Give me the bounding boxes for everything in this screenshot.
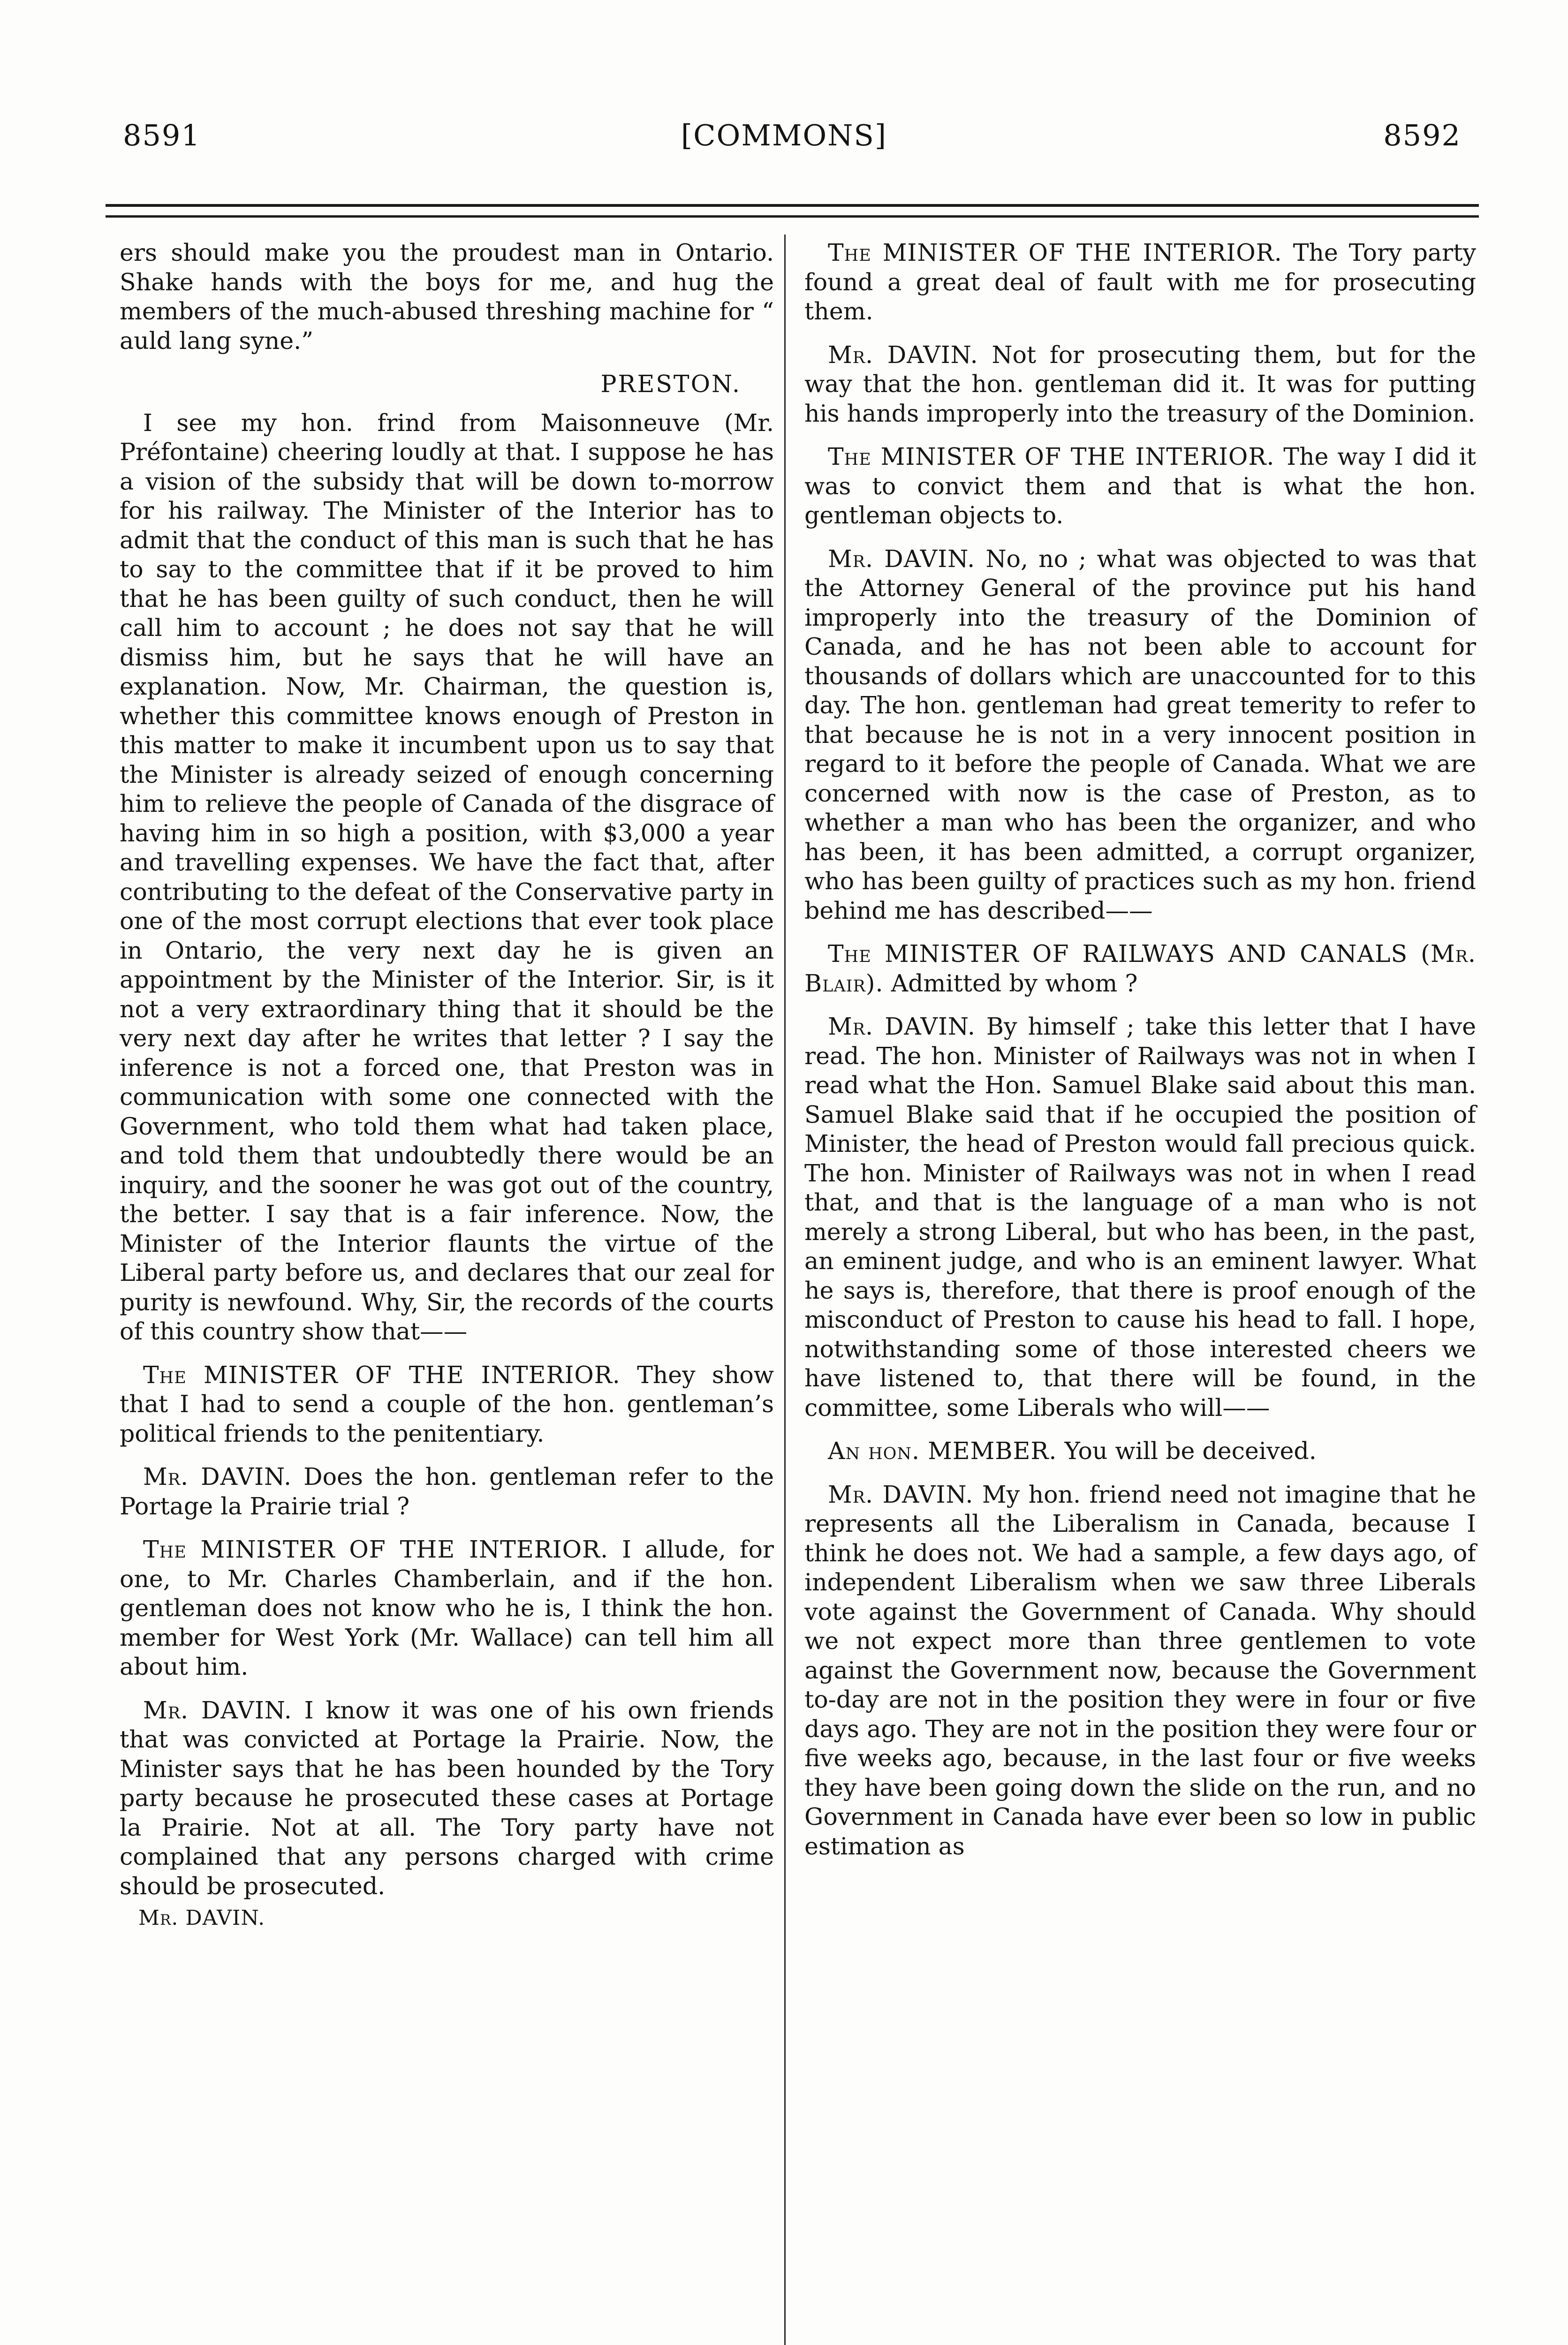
speaker-name: Mr. DAVIN. bbox=[828, 340, 978, 369]
right-page-number: 8592 bbox=[1383, 118, 1461, 152]
speech-minister-interior-3 bbox=[804, 238, 1476, 326]
left-paragraph-preston: I see my hon. frind from Maisonneuve (Mr. Préfontaine) cheering loudly at that. I suppose he has a vision of the subsidy that will be down to-morrow for his railway. The Minister of the Interior has to admit that the conduct of this man is such that he has to say to the committee that if it be proved to him that he has been guilty of such conduct, then he will call him to account ; he does not say that he will dismiss him, but he says that he will have an explanation. Now, Mr. Chairman, the question is, whether this committee knows enough of Preston in this matter to make it incumbent upon us to say that the Minister is already seized of enough concerning him to relieve the people of Canada of the disgrace of having him in so high a position, with $3,000 a year and travelling expenses. We have the fact that, after contributing to the defeat of the Conservative party in one of the most corrupt elections that ever took place in Ontario, the very next day he is given an appointment by the Minister of the Interior. Sir, is it not a very extraordinary thing that it should be the very next day after he writes that letter ? I say the inference is not a forced one, that Preston was in communication with some one connected with the Government, who told them what had taken place, and told them that undoubtedly there would be an inquiry, and the sooner he was got out of the country, the better. I say that is a fair inference. Now, the Minister of the Interior flaunts the virtue of the Liberal party before us, and declares that our zeal for purity is newfound. Why, Sir, the records of the courts of this country show that—— bbox=[120, 408, 774, 1345]
speech-text: No, no ; what was objected to was that the Attorney General of the province put his hand improperly into the treasury of the Dominion of Canada, and he has not been able to account for thousands of dollars which are unaccounted for to this day. The hon. gentleman had great temerity to refer to that because he is not in a very innocent position in regard to it before the people of Canada. What we are concerned with now is the case of Preston, as to whether a man who has been the organizer, and who has been, it has been admitted, a corrupt organizer, who has been guilty of practices such as my hon. friend behind me has described—— bbox=[804, 545, 1476, 924]
speech-minister-interior-1 bbox=[120, 1361, 774, 1449]
speaker-name: Mr. DAVIN. bbox=[828, 545, 976, 573]
speech-text: Does the hon. gentleman refer to the Portage la Prairie trial ? bbox=[120, 1463, 774, 1520]
section-heading: PRESTON. bbox=[600, 370, 741, 398]
column-divider bbox=[784, 234, 786, 2345]
speech-minister-interior-2 bbox=[120, 1535, 774, 1682]
speech-davin-5 bbox=[804, 1012, 1476, 1422]
speech-davin-3 bbox=[804, 340, 1476, 429]
speech-text: I allude, for one, to Mr. Charles Chamberlain, and if the hon. gentleman does not know who he is, I think the hon. member for West York (Mr. Wallace) can tell him all about him. bbox=[120, 1536, 774, 1680]
speaker-name: The MINISTER OF RAILWAYS AND CANALS (Mr. Blair). bbox=[804, 940, 1476, 997]
left-column bbox=[120, 238, 774, 1933]
speech-text: They show that I had to send a couple of the hon. gentleman’s political friends to the penitentiary. bbox=[120, 1361, 774, 1447]
speaker-name: Mr. DAVIN. bbox=[828, 1013, 976, 1040]
speech-text: My hon. friend need not imagine that he represents all the Liberalism in Canada, because I think he does not. We had a sample, a few days ago, of independent Liberalism when we saw three Liberals vote against the Government of Canada. Why should we not expect more than three gentlemen to vote against the Government now, because the Government to-day are not in the position they were in four or five days ago. They are not in the position they were four or five weeks ago, because, in the last four or five weeks they have been going down the slide on the run, and no Government in Canada have ever been so low in public estimation as bbox=[804, 1480, 1476, 1860]
speech-text: Admitted by whom ? bbox=[891, 969, 1138, 997]
speaker-name: The MINISTER OF THE INTERIOR. bbox=[828, 443, 1275, 470]
speaker-name: An hon. MEMBER. bbox=[828, 1437, 1057, 1465]
header-rule-top bbox=[106, 204, 1479, 207]
left-paragraph-continued: ers should make you the proudest man in Ontario. Shake hands with the boys for me, and hug the members of the much-abused threshing machine for “ auld lang syne.” bbox=[120, 239, 774, 355]
speech-text: By himself ; take this letter that I have read. The hon. Minister of Railways was not in when I read what the Hon. Samuel Blake said about this man. Samuel Blake said that if he occupied the position of Minister, the head of Preston would fall precious quick. The hon. Minister of Railways was not in when I read that, and that is the language of a man who is not merely a strong Liberal, but who has been, in the past, an eminent judge, and who is an eminent lawyer. What he says is, therefore, that there is proof enough of the misconduct of Preston to cause his head to fall. I hope, notwithstanding some of those interested cheers we have listened to, that there will be found, in the committee, some Liberals who will—— bbox=[804, 1013, 1476, 1422]
speech-text: I know it was one of his own friends that was convicted at Portage la Prairie. Now, the Minister says that he has been hounded by the Tory party because he prosecuted these cases at Portage la Prairie. Not at all. The Tory party have not complained that any persons charged with crime should be prosecuted. bbox=[120, 1696, 774, 1900]
speech-text: The Tory party found a great deal of fault with me for prosecuting them. bbox=[804, 239, 1476, 325]
speaker-name: The MINISTER OF THE INTERIOR. bbox=[828, 239, 1282, 266]
catchword: Mr. DAVIN. bbox=[138, 1906, 265, 1930]
speaker-name: Mr. DAVIN. bbox=[143, 1696, 292, 1724]
right-column bbox=[804, 238, 1476, 1861]
speech-davin-6 bbox=[804, 1480, 1476, 1861]
speech-davin-2 bbox=[120, 1696, 774, 1901]
speech-text: The way I did it was to convict them and that is what the hon. gentleman objects to. bbox=[804, 443, 1476, 529]
speech-davin-4 bbox=[804, 545, 1476, 926]
speech-text: Not for prosecuting them, but for the way that the hon. gentleman did it. It was for putting his hands improperly into the treasury of the Dominion. bbox=[804, 340, 1476, 427]
speech-davin-1 bbox=[120, 1462, 774, 1521]
speaker-name: The MINISTER OF THE INTERIOR. bbox=[143, 1361, 621, 1389]
header-rule-bottom bbox=[106, 215, 1479, 218]
speech-text: You will be deceived. bbox=[1064, 1437, 1317, 1465]
speech-minister-railways bbox=[804, 939, 1476, 998]
speech-hon-member bbox=[804, 1437, 1476, 1466]
speaker-name: Mr. DAVIN. bbox=[143, 1463, 292, 1490]
speaker-name: The MINISTER OF THE INTERIOR. bbox=[143, 1536, 609, 1563]
speech-minister-interior-4 bbox=[804, 442, 1476, 530]
left-page-number: 8591 bbox=[123, 118, 201, 152]
running-head-title: [COMMONS] bbox=[681, 118, 887, 152]
speaker-name: Mr. DAVIN. bbox=[828, 1480, 974, 1508]
